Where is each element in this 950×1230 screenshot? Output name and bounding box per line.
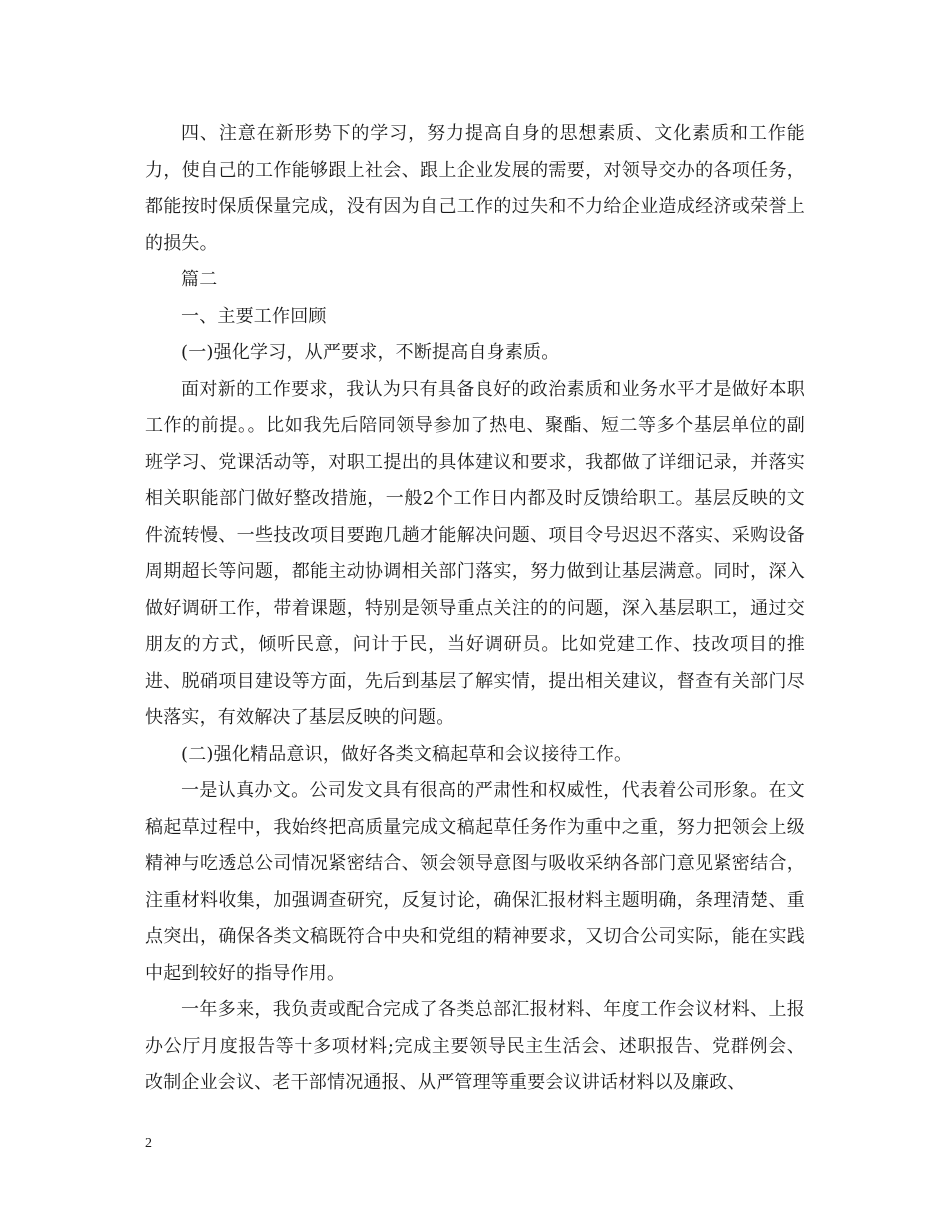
page-number: 2 [145,1136,152,1151]
paragraph-section-four: 四、注意在新形势下的学习，努力提高自身的思想素质、文化素质和工作能力，使自己的工作能够跟上社会、跟上企业发展的需要，对领导交办的各项任务，都能按时保质保量完成，没有因为自己工作的过失和不力给企业造成经济或荣誉上的损失。 [145,123,805,254]
document-body [145,116,805,1102]
paragraph-subheading-one: (一)强化学习，从严要求，不断提高自身素质。 [181,342,560,363]
paragraph-part-two-heading: 篇二 [181,269,218,290]
paragraph-subheading-two: (二)强化精品意识，做好各类文稿起草和会议接待工作。 [181,743,633,765]
paragraph-work-requirements: 面对新的工作要求，我认为只有具备良好的政治素质和业务水平才是做好本职工作的前提。。比如我先后陪同领导参加了热电、聚酯、短二等多个基层单位的副班学习、党课活动等，对职工提出的具体建议和要求，我都做了详细记录，并落实相关职能部门做好整改措施，一般2个工作日内都及时反馈给职工。基层反映的文件流转慢、一些技改项目要跑几趟才能解决问题、项目令号迟迟不落实、采购设备周期超长等问题，都能主动协调相关部门落实，努力做到让基层满意。同时，深入做好调研工作，带着课题，特别是领导重点关注的的问题，深入基层职工，通过交朋友的方式，倾听民意，问计于民，当好调研员。比如党建工作、技改项目的推进、脱硝项目建设等方面，先后到基层了解实情，提出相关建议，督查有关部门尽快落实，有效解决了基层反映的问题。 [145,378,805,728]
paragraph-document-drafting: 一是认真办文。公司发文具有很高的严肃性和权威性，代表着公司形象。在文稿起草过程中，我始终把高质量完成文稿起草任务作为重中之重，努力把领会上级精神与吃透总公司情况紧密结合、领会领导意图与吸收采纳各部门意见紧密结合，注重材料收集，加强调查研究，反复讨论，确保汇报材料主题明确，条理清楚、重点突出，确保各类文稿既符合中央和党组的精神要求，又切合公司实际，能在实践中起到较好的指导作用。 [145,780,805,984]
paragraph-yearly-summary: 一年多来，我负责或配合完成了各类总部汇报材料、年度工作会议材料、上报办公厅月度报告等十多项材料;完成主要领导民主生活会、述职报告、党群例会、改制企业会议、老干部情况通报、从严管理等重要会议讲话材料以及廉政、 [145,999,805,1093]
paragraph-main-work-review-heading: 一、主要工作回顾 [181,305,327,327]
